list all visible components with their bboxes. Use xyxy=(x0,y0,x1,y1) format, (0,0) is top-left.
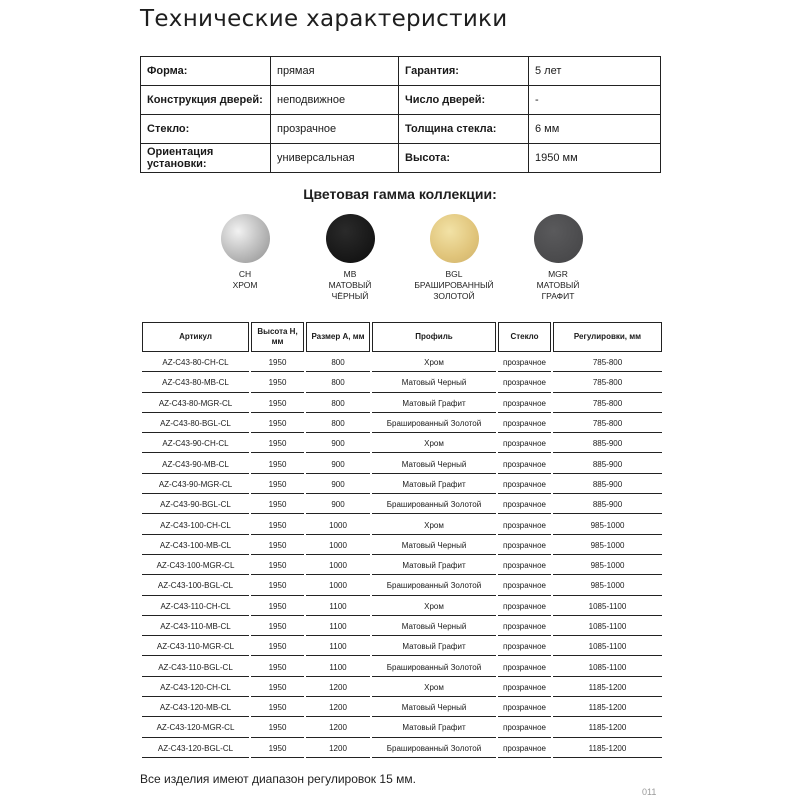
table-cell: 885-900 xyxy=(553,435,662,453)
table-cell: 1950 xyxy=(251,374,304,392)
table-cell: 1950 xyxy=(251,618,304,636)
table-cell: 985-1000 xyxy=(553,577,662,595)
table-cell: AZ-C43-120-MB-CL xyxy=(142,699,249,717)
spec-label: Стекло: xyxy=(141,115,271,144)
table-cell: Матовый Графит xyxy=(372,719,496,737)
table-cell: 800 xyxy=(306,415,370,433)
table-cell: Матовый Черный xyxy=(372,537,496,555)
column-header: Стекло xyxy=(498,322,551,352)
table-cell: 1000 xyxy=(306,537,370,555)
table-cell: 1950 xyxy=(251,557,304,575)
spec-value: неподвижное xyxy=(271,86,399,115)
table-row xyxy=(142,455,662,473)
table-cell: 1950 xyxy=(251,658,304,676)
table-row xyxy=(142,354,662,372)
table-row xyxy=(142,374,662,392)
table-cell: 885-900 xyxy=(553,455,662,473)
swatch-code: BGL xyxy=(445,269,463,279)
table-row xyxy=(142,557,662,575)
spec-label: Конструкция дверей: xyxy=(141,86,271,115)
table-cell: прозрачное xyxy=(498,476,551,494)
table-cell: 1950 xyxy=(251,740,304,758)
table-cell: 1950 xyxy=(251,577,304,595)
table-cell: Брашированный Золотой xyxy=(372,658,496,676)
table-row xyxy=(142,598,662,616)
swatch-label: ЗОЛОТОЙ xyxy=(433,291,475,301)
table-cell: 1100 xyxy=(306,598,370,616)
table-cell: прозрачное xyxy=(498,435,551,453)
table-cell: 1085-1100 xyxy=(553,658,662,676)
table-cell: 1950 xyxy=(251,537,304,555)
page-title: Технические характеристики xyxy=(140,6,508,32)
table-cell: прозрачное xyxy=(498,496,551,514)
table-cell: прозрачное xyxy=(498,516,551,534)
table-cell: AZ-C43-80-MB-CL xyxy=(142,374,249,392)
table-row xyxy=(142,658,662,676)
spec-label: Ориентация установки: xyxy=(141,144,271,173)
table-cell: Матовый Графит xyxy=(372,476,496,494)
table-cell: Хром xyxy=(372,679,496,697)
table-cell: 1100 xyxy=(306,618,370,636)
table-cell: прозрачное xyxy=(498,638,551,656)
table-cell: AZ-C43-110-MB-CL xyxy=(142,618,249,636)
articles-body xyxy=(142,354,662,758)
table-cell: прозрачное xyxy=(498,699,551,717)
table-cell: 785-800 xyxy=(553,395,662,413)
table-cell: 985-1000 xyxy=(553,557,662,575)
table-cell: 1950 xyxy=(251,354,304,372)
swatch-code: CH xyxy=(238,269,252,279)
table-cell: прозрачное xyxy=(498,598,551,616)
swatch-code: MGR xyxy=(548,269,568,279)
table-cell: AZ-C43-110-CH-CL xyxy=(142,598,249,616)
table-cell: 900 xyxy=(306,435,370,453)
table-cell: прозрачное xyxy=(498,679,551,697)
table-cell: 1950 xyxy=(251,435,304,453)
table-cell: 800 xyxy=(306,354,370,372)
spec-row xyxy=(141,57,661,86)
table-cell: 1200 xyxy=(306,719,370,737)
table-cell: прозрачное xyxy=(498,719,551,737)
table-cell: AZ-C43-80-BGL-CL xyxy=(142,415,249,433)
table-cell: Матовый Черный xyxy=(372,699,496,717)
spec-row xyxy=(141,86,661,115)
table-cell: 885-900 xyxy=(553,496,662,514)
spec-label: Гарантия: xyxy=(399,57,529,86)
table-cell: 1000 xyxy=(306,577,370,595)
table-cell: AZ-C43-90-BGL-CL xyxy=(142,496,249,514)
table-cell: 1950 xyxy=(251,719,304,737)
table-row xyxy=(142,516,662,534)
column-header: Профиль xyxy=(372,322,496,352)
spec-label: Число дверей: xyxy=(399,86,529,115)
table-row xyxy=(142,415,662,433)
table-cell: AZ-C43-120-MGR-CL xyxy=(142,719,249,737)
table-row xyxy=(142,496,662,514)
table-cell: 1200 xyxy=(306,699,370,717)
table-cell: 1200 xyxy=(306,679,370,697)
table-cell: 900 xyxy=(306,496,370,514)
table-row xyxy=(142,679,662,697)
table-cell: 1085-1100 xyxy=(553,618,662,636)
table-cell: прозрачное xyxy=(498,577,551,595)
spec-label: Толщина стекла: xyxy=(399,115,529,144)
table-cell: 1085-1100 xyxy=(553,638,662,656)
table-cell: 900 xyxy=(306,455,370,473)
spec-value: прозрачное xyxy=(271,115,399,144)
table-cell: 1100 xyxy=(306,638,370,656)
table-cell: Брашированный Золотой xyxy=(372,415,496,433)
swatch-code: MB xyxy=(343,269,357,279)
swatch-label: МАТОВЫЙ xyxy=(536,280,580,290)
table-row xyxy=(142,740,662,758)
table-cell: 1185-1200 xyxy=(553,699,662,717)
chrome-swatch-icon xyxy=(221,214,270,263)
table-cell: прозрачное xyxy=(498,537,551,555)
table-cell: 1950 xyxy=(251,496,304,514)
spec-value: 6 мм xyxy=(529,115,661,144)
table-cell: прозрачное xyxy=(498,658,551,676)
table-cell: 1200 xyxy=(306,740,370,758)
spec-value: универсальная xyxy=(271,144,399,173)
table-cell: прозрачное xyxy=(498,557,551,575)
spec-label: Высота: xyxy=(399,144,529,173)
table-cell: 1100 xyxy=(306,658,370,676)
brushed-gold-swatch-icon xyxy=(430,214,479,263)
table-row xyxy=(142,476,662,494)
table-cell: AZ-C43-120-CH-CL xyxy=(142,679,249,697)
table-cell: 785-800 xyxy=(553,374,662,392)
articles-table xyxy=(140,320,664,760)
column-header: Размер A, мм xyxy=(306,322,370,352)
swatch-label: ХРОМ xyxy=(232,280,258,290)
table-cell: 1950 xyxy=(251,455,304,473)
table-cell: 1950 xyxy=(251,699,304,717)
table-cell: 800 xyxy=(306,374,370,392)
table-cell: AZ-C43-100-MGR-CL xyxy=(142,557,249,575)
table-cell: Хром xyxy=(372,516,496,534)
table-cell: Хром xyxy=(372,435,496,453)
table-cell: Матовый Черный xyxy=(372,455,496,473)
table-cell: Хром xyxy=(372,598,496,616)
table-cell: 1950 xyxy=(251,395,304,413)
table-cell: прозрачное xyxy=(498,455,551,473)
table-cell: 1000 xyxy=(306,516,370,534)
table-row xyxy=(142,699,662,717)
table-cell: AZ-C43-110-MGR-CL xyxy=(142,638,249,656)
table-cell: AZ-C43-90-MB-CL xyxy=(142,455,249,473)
table-cell: AZ-C43-100-BGL-CL xyxy=(142,577,249,595)
table-cell: прозрачное xyxy=(498,354,551,372)
table-cell: AZ-C43-90-CH-CL xyxy=(142,435,249,453)
table-row xyxy=(142,719,662,737)
table-cell: 885-900 xyxy=(553,476,662,494)
spec-value: 1950 мм xyxy=(529,144,661,173)
table-cell: AZ-C43-110-BGL-CL xyxy=(142,658,249,676)
swatch-label: МАТОВЫЙ xyxy=(328,280,372,290)
articles-header-row xyxy=(142,322,662,352)
table-cell: Матовый Графит xyxy=(372,395,496,413)
swatch-caption xyxy=(493,269,623,302)
table-cell: 1950 xyxy=(251,516,304,534)
table-row xyxy=(142,435,662,453)
page-number: 011 xyxy=(642,787,657,797)
spec-table xyxy=(140,56,661,173)
table-cell: AZ-C43-80-MGR-CL xyxy=(142,395,249,413)
table-cell: Хром xyxy=(372,354,496,372)
table-cell: 1950 xyxy=(251,679,304,697)
table-cell: прозрачное xyxy=(498,415,551,433)
spec-value: - xyxy=(529,86,661,115)
table-cell: AZ-C43-90-MGR-CL xyxy=(142,476,249,494)
spec-row xyxy=(141,115,661,144)
swatch-label: БРАШИРОВАННЫЙ xyxy=(414,280,494,290)
column-header: Высота H, мм xyxy=(251,322,304,352)
table-cell: 1085-1100 xyxy=(553,598,662,616)
table-cell: 1950 xyxy=(251,476,304,494)
spec-value: прямая xyxy=(271,57,399,86)
table-cell: 985-1000 xyxy=(553,516,662,534)
table-row xyxy=(142,395,662,413)
footnote: Все изделия имеют диапазон регулировок 15 мм. xyxy=(140,772,416,786)
table-cell: 1950 xyxy=(251,638,304,656)
table-cell: Матовый Черный xyxy=(372,618,496,636)
table-row xyxy=(142,618,662,636)
matte-black-swatch-icon xyxy=(326,214,375,263)
column-header: Артикул xyxy=(142,322,249,352)
table-cell: Матовый Графит xyxy=(372,557,496,575)
table-cell: Брашированный Золотой xyxy=(372,496,496,514)
table-cell: прозрачное xyxy=(498,395,551,413)
table-cell: прозрачное xyxy=(498,740,551,758)
table-cell: 1185-1200 xyxy=(553,719,662,737)
spec-row xyxy=(141,144,661,173)
table-cell: AZ-C43-120-BGL-CL xyxy=(142,740,249,758)
table-cell: Матовый Графит xyxy=(372,638,496,656)
table-cell: Матовый Черный xyxy=(372,374,496,392)
table-cell: AZ-C43-100-CH-CL xyxy=(142,516,249,534)
table-cell: прозрачное xyxy=(498,374,551,392)
table-cell: 985-1000 xyxy=(553,537,662,555)
table-cell: 1185-1200 xyxy=(553,740,662,758)
table-cell: Брашированный Золотой xyxy=(372,577,496,595)
table-cell: 1185-1200 xyxy=(553,679,662,697)
table-cell: 1950 xyxy=(251,598,304,616)
matte-graphite-swatch-icon xyxy=(534,214,583,263)
table-cell: AZ-C43-100-MB-CL xyxy=(142,537,249,555)
table-cell: 785-800 xyxy=(553,354,662,372)
table-cell: 900 xyxy=(306,476,370,494)
colors-heading: Цветовая гамма коллекции: xyxy=(303,186,497,202)
table-cell: 1000 xyxy=(306,557,370,575)
table-cell: 1950 xyxy=(251,415,304,433)
swatch-label: ЧЁРНЫЙ xyxy=(331,291,369,301)
swatch-label: ГРАФИТ xyxy=(541,291,575,301)
table-cell: AZ-C43-80-CH-CL xyxy=(142,354,249,372)
column-header: Регулировки, мм xyxy=(553,322,662,352)
table-row xyxy=(142,537,662,555)
swatch-matte-graphite xyxy=(493,214,623,302)
table-row xyxy=(142,638,662,656)
table-cell: Брашированный Золотой xyxy=(372,740,496,758)
spec-value: 5 лет xyxy=(529,57,661,86)
table-row xyxy=(142,577,662,595)
table-cell: прозрачное xyxy=(498,618,551,636)
table-cell: 785-800 xyxy=(553,415,662,433)
spec-label: Форма: xyxy=(141,57,271,86)
table-cell: 800 xyxy=(306,395,370,413)
